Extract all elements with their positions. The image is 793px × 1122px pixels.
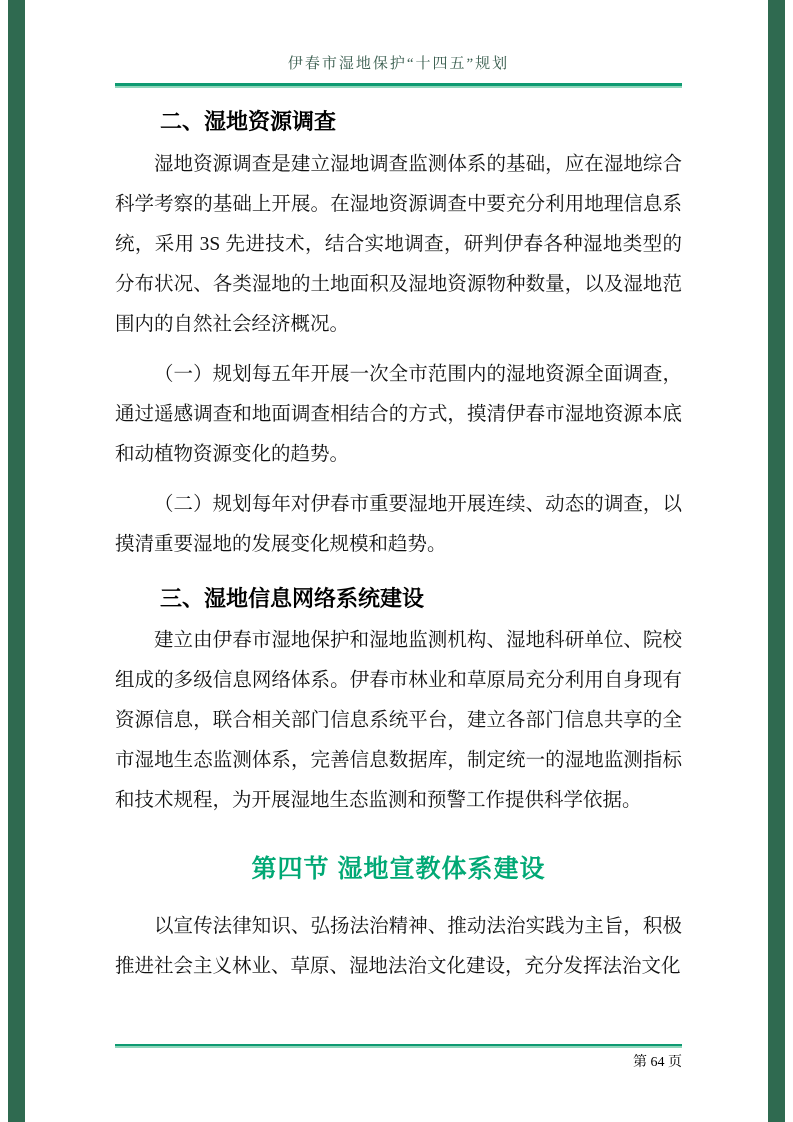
header-rule: [115, 83, 682, 88]
footer-rule-light-line: [115, 1046, 682, 1048]
page-content: [115, 52, 682, 997]
page-edge-bar-left: [8, 0, 25, 1122]
paragraph-survey-intro: 湿地资源调查是建立湿地调查监测体系的基础，应在湿地综合科学考察的基础上开展。在湿地资源调查中要充分利用地理信息系统，采用 3S 先进技术，结合实地调查，研判伊春各种湿地类型的分布状况、各类湿地的土地面积及湿地资源物种数量，以及湿地范围内的自然社会经济概况。: [115, 153, 682, 335]
page-footer: [115, 1044, 682, 1071]
heading-wetland-resource-survey: 二、湿地资源调查: [160, 109, 337, 134]
page-edge-bar-right: [768, 0, 785, 1122]
paragraph-law-publicity: 以宣传法律知识、弘扬法治精神、推动法治实践为主旨，积极推进社会主义林业、草原、湿地法治文化建设，充分发挥法治文化: [115, 916, 682, 978]
paragraph-network-system: 建立由伊春市湿地保护和湿地监测机构、湿地科研单位、院校组成的多级信息网络体系。伊春市林业和草原局充分利用自身现有资源信息，联合相关部门信息系统平台，建立各部门信息共享的全市湿地生态监测体系，完善信息数据库，制定统一的湿地监测指标和技术规程，为开展湿地生态监测和预警工作提供科学依据。: [115, 630, 682, 812]
paragraph-item-one: （一）规划每五年开展一次全市范围内的湿地资源全面调查，通过遥感调查和地面调查相结合的方式，摸清伊春市湿地资源本底和动植物资源变化的趋势。: [115, 363, 682, 465]
header-rule-light-line: [115, 86, 682, 88]
footer-rule: [115, 1044, 682, 1048]
page-number: 第 64 页: [633, 1055, 682, 1070]
section-title-wetland-education-system: 第四节 湿地宣教体系建设: [251, 855, 546, 884]
document-header-title: 伊春市湿地保护“十四五”规划: [287, 56, 510, 72]
heading-information-network-system: 三、湿地信息网络系统建设: [160, 585, 425, 611]
paragraph-item-two: （二）规划每年对伊春市重要湿地开展连续、动态的调查，以摸清重要湿地的发展变化规模和趋势。: [115, 493, 682, 555]
